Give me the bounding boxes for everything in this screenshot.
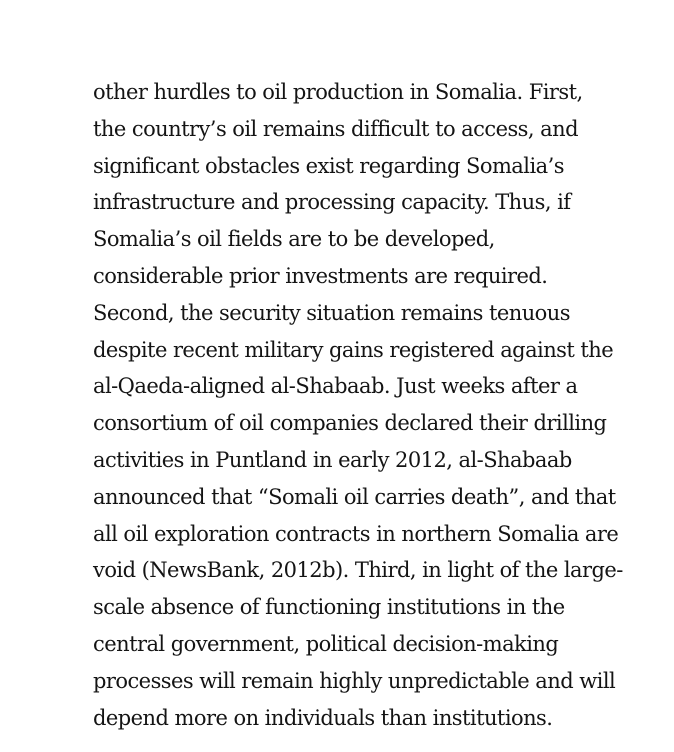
paragraph-line: significant obstacles exist regarding Somalia’s (93, 153, 564, 178)
paragraph-line: al-Qaeda-aligned al-Shabaab. Just weeks after a (93, 374, 578, 399)
paragraph-line: Somalia’s oil fields are to be developed, (93, 227, 495, 252)
paragraph-line: activities in Puntland in early 2012, al-Shabaab (93, 447, 572, 472)
paragraph-line: central government, political decision-making (93, 631, 559, 656)
paragraph-line: considerable prior investments are required. (93, 263, 548, 288)
paragraph-line: processes will remain highly unpredictable and will (93, 668, 616, 693)
paragraph-line: all oil exploration contracts in northern Somalia are (93, 521, 619, 546)
paragraph-line: depend more on individuals than institutions. (93, 705, 553, 730)
paragraph-line: despite recent military gains registered against the (93, 337, 614, 362)
paragraph-line: announced that “Somali oil carries death”, and that (93, 484, 616, 509)
paragraph-line: the country’s oil remains difficult to access, and (93, 116, 578, 141)
paragraph-line: void (NewsBank, 2012b). Third, in light of the large- (93, 558, 623, 583)
paragraph-line: infrastructure and processing capacity. Thus, if (93, 190, 571, 215)
paragraph-line: Second, the security situation remains tenuous (93, 300, 570, 325)
paragraph-line: other hurdles to oil production in Somalia. First, (93, 80, 583, 104)
paragraph-line: consortium of oil companies declared their drilling (93, 411, 607, 436)
body-paragraph (93, 74, 668, 736)
paragraph-line: scale absence of functioning institutions in the (93, 595, 565, 620)
